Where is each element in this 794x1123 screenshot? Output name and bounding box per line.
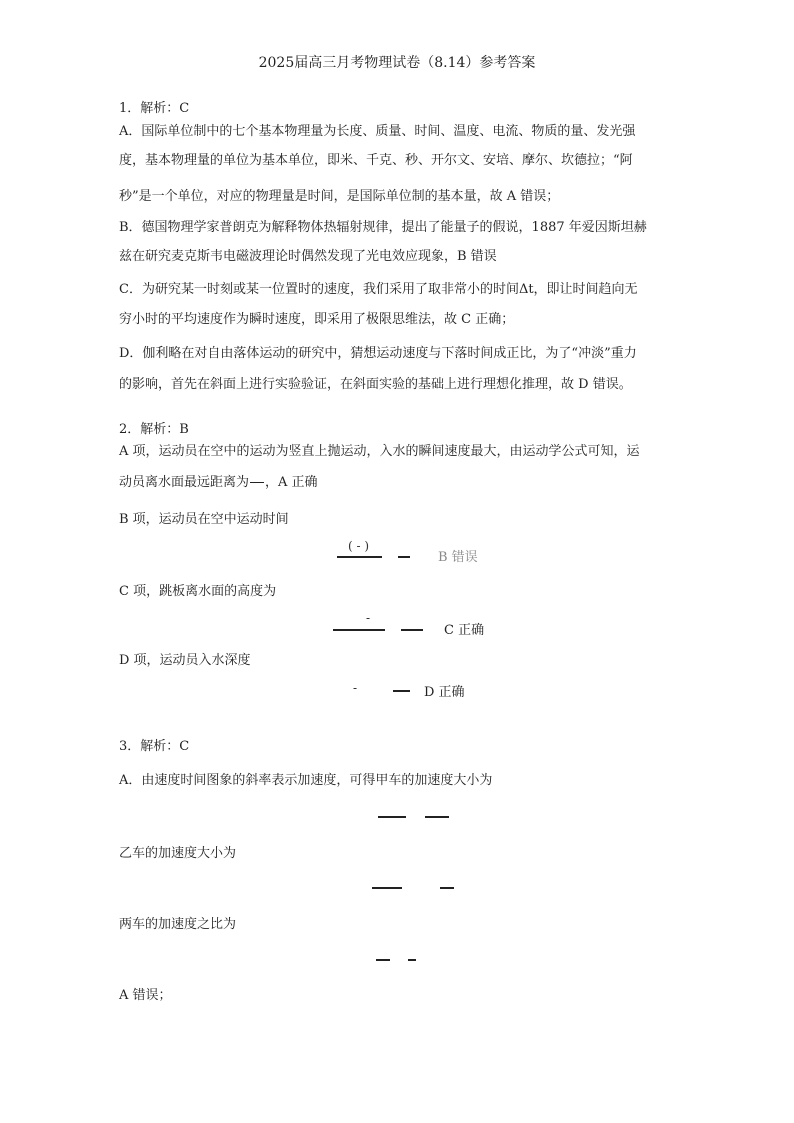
q1-option-a-line-3: 秒”是一个单位，对应的物理量是时间，是国际单位制的基本量，故 A 错误； <box>119 189 560 204</box>
q3-option-c-text: 两车的加速度之比为 <box>119 917 237 932</box>
q1-option-a-line-1: A．国际单位制中的七个基本物理量为长度、质量、时间、温度、电流、物质的量、发光强 <box>119 124 636 139</box>
q2-option-a-line-2 <box>119 474 318 492</box>
q1-option-a-line-2: 度，基本物理量的单位为基本单位，即米、千克、秒、开尔文、安培、摩尔、坎德拉；“阿 <box>119 153 633 168</box>
q2-option-d-text: D 项，运动员入水深度 <box>119 653 251 668</box>
q1-option-b-line-2: 兹在研究麦克斯韦电磁波理论时偶然发现了光电效应现象，B 错误 <box>119 249 497 264</box>
q2-heading: 2．解析：B <box>119 422 189 437</box>
q3-c-fraction-bar-2 <box>408 959 416 961</box>
q3-c-fraction-bar <box>376 959 390 961</box>
q2-c-verdict: C 正确 <box>444 623 485 638</box>
q2-b-fraction-bar-2 <box>398 556 410 558</box>
q2-c-fraction-bar-2 <box>401 629 423 631</box>
q3-option-b-text: 乙车的加速度大小为 <box>119 846 237 861</box>
q2-b-verdict: B 错误 <box>438 550 478 565</box>
q2-b-fraction-bar <box>337 556 382 558</box>
q2-option-c-text: C 项，跳板离水面的高度为 <box>119 584 277 599</box>
q3-a-fraction-bar <box>378 816 406 818</box>
q2-option-a-verdict: ，A 正确 <box>265 475 318 490</box>
q2-option-b-text: B 项，运动员在空中运动时间 <box>119 512 289 527</box>
q3-heading: 3．解析：C <box>119 739 190 754</box>
q3-b-fraction-bar-2 <box>440 887 454 889</box>
q1-option-c-line-2: 穷小时的平均速度作为瞬时速度，即采用了极限思维法，故 C 正确； <box>119 312 515 327</box>
q1-option-d-line-1: D．伽利略在对自由落体运动的研究中，猜想运动速度与下落时间成正比，为了“冲淡”重力 <box>119 346 637 361</box>
q3-a-fraction-bar-2 <box>425 816 449 818</box>
q1-option-c-line-1: C．为研究某一时刻或某一位置时的速度，我们采用了取非常小的时间Δt，即让时间趋向无 <box>119 282 638 297</box>
q2-option-a-line-1: A 项，运动员在空中的运动为竖直上抛运动，入水的瞬间速度最大，由运动学公式可知，运 <box>119 444 640 459</box>
page-title: 2025届高三月考物理试卷（8.14）参考答案 <box>258 55 536 71</box>
q2-d-formula-minus: - <box>353 681 358 695</box>
q2-d-fraction-bar <box>393 690 410 692</box>
q3-option-a-text: A．由速度时间图象的斜率表示加速度，可得甲车的加速度大小为 <box>119 773 493 788</box>
q2-d-verdict: D 正确 <box>424 685 465 700</box>
q2-c-fraction-bar <box>333 629 385 631</box>
q3-verdict: A 错误； <box>119 988 172 1003</box>
q1-heading: 1．解析：C <box>119 101 190 116</box>
q2-b-formula-paren: ( - ) <box>348 539 370 553</box>
q2-option-a-text: 动员离水面最远距离为 <box>119 475 250 490</box>
fraction-bar <box>250 482 264 484</box>
q3-b-fraction-bar <box>372 887 402 889</box>
q2-c-formula-minus: - <box>366 611 371 625</box>
q1-option-d-line-2: 的影响，首先在斜面上进行实验验证，在斜面实验的基础上进行理想化推理，故 D 错误。 <box>119 377 632 392</box>
q1-option-b-line-1: B．德国物理学家普朗克为解释物体热辐射规律，提出了能量子的假说，1887 年爱因斯坦赫 <box>119 220 647 235</box>
